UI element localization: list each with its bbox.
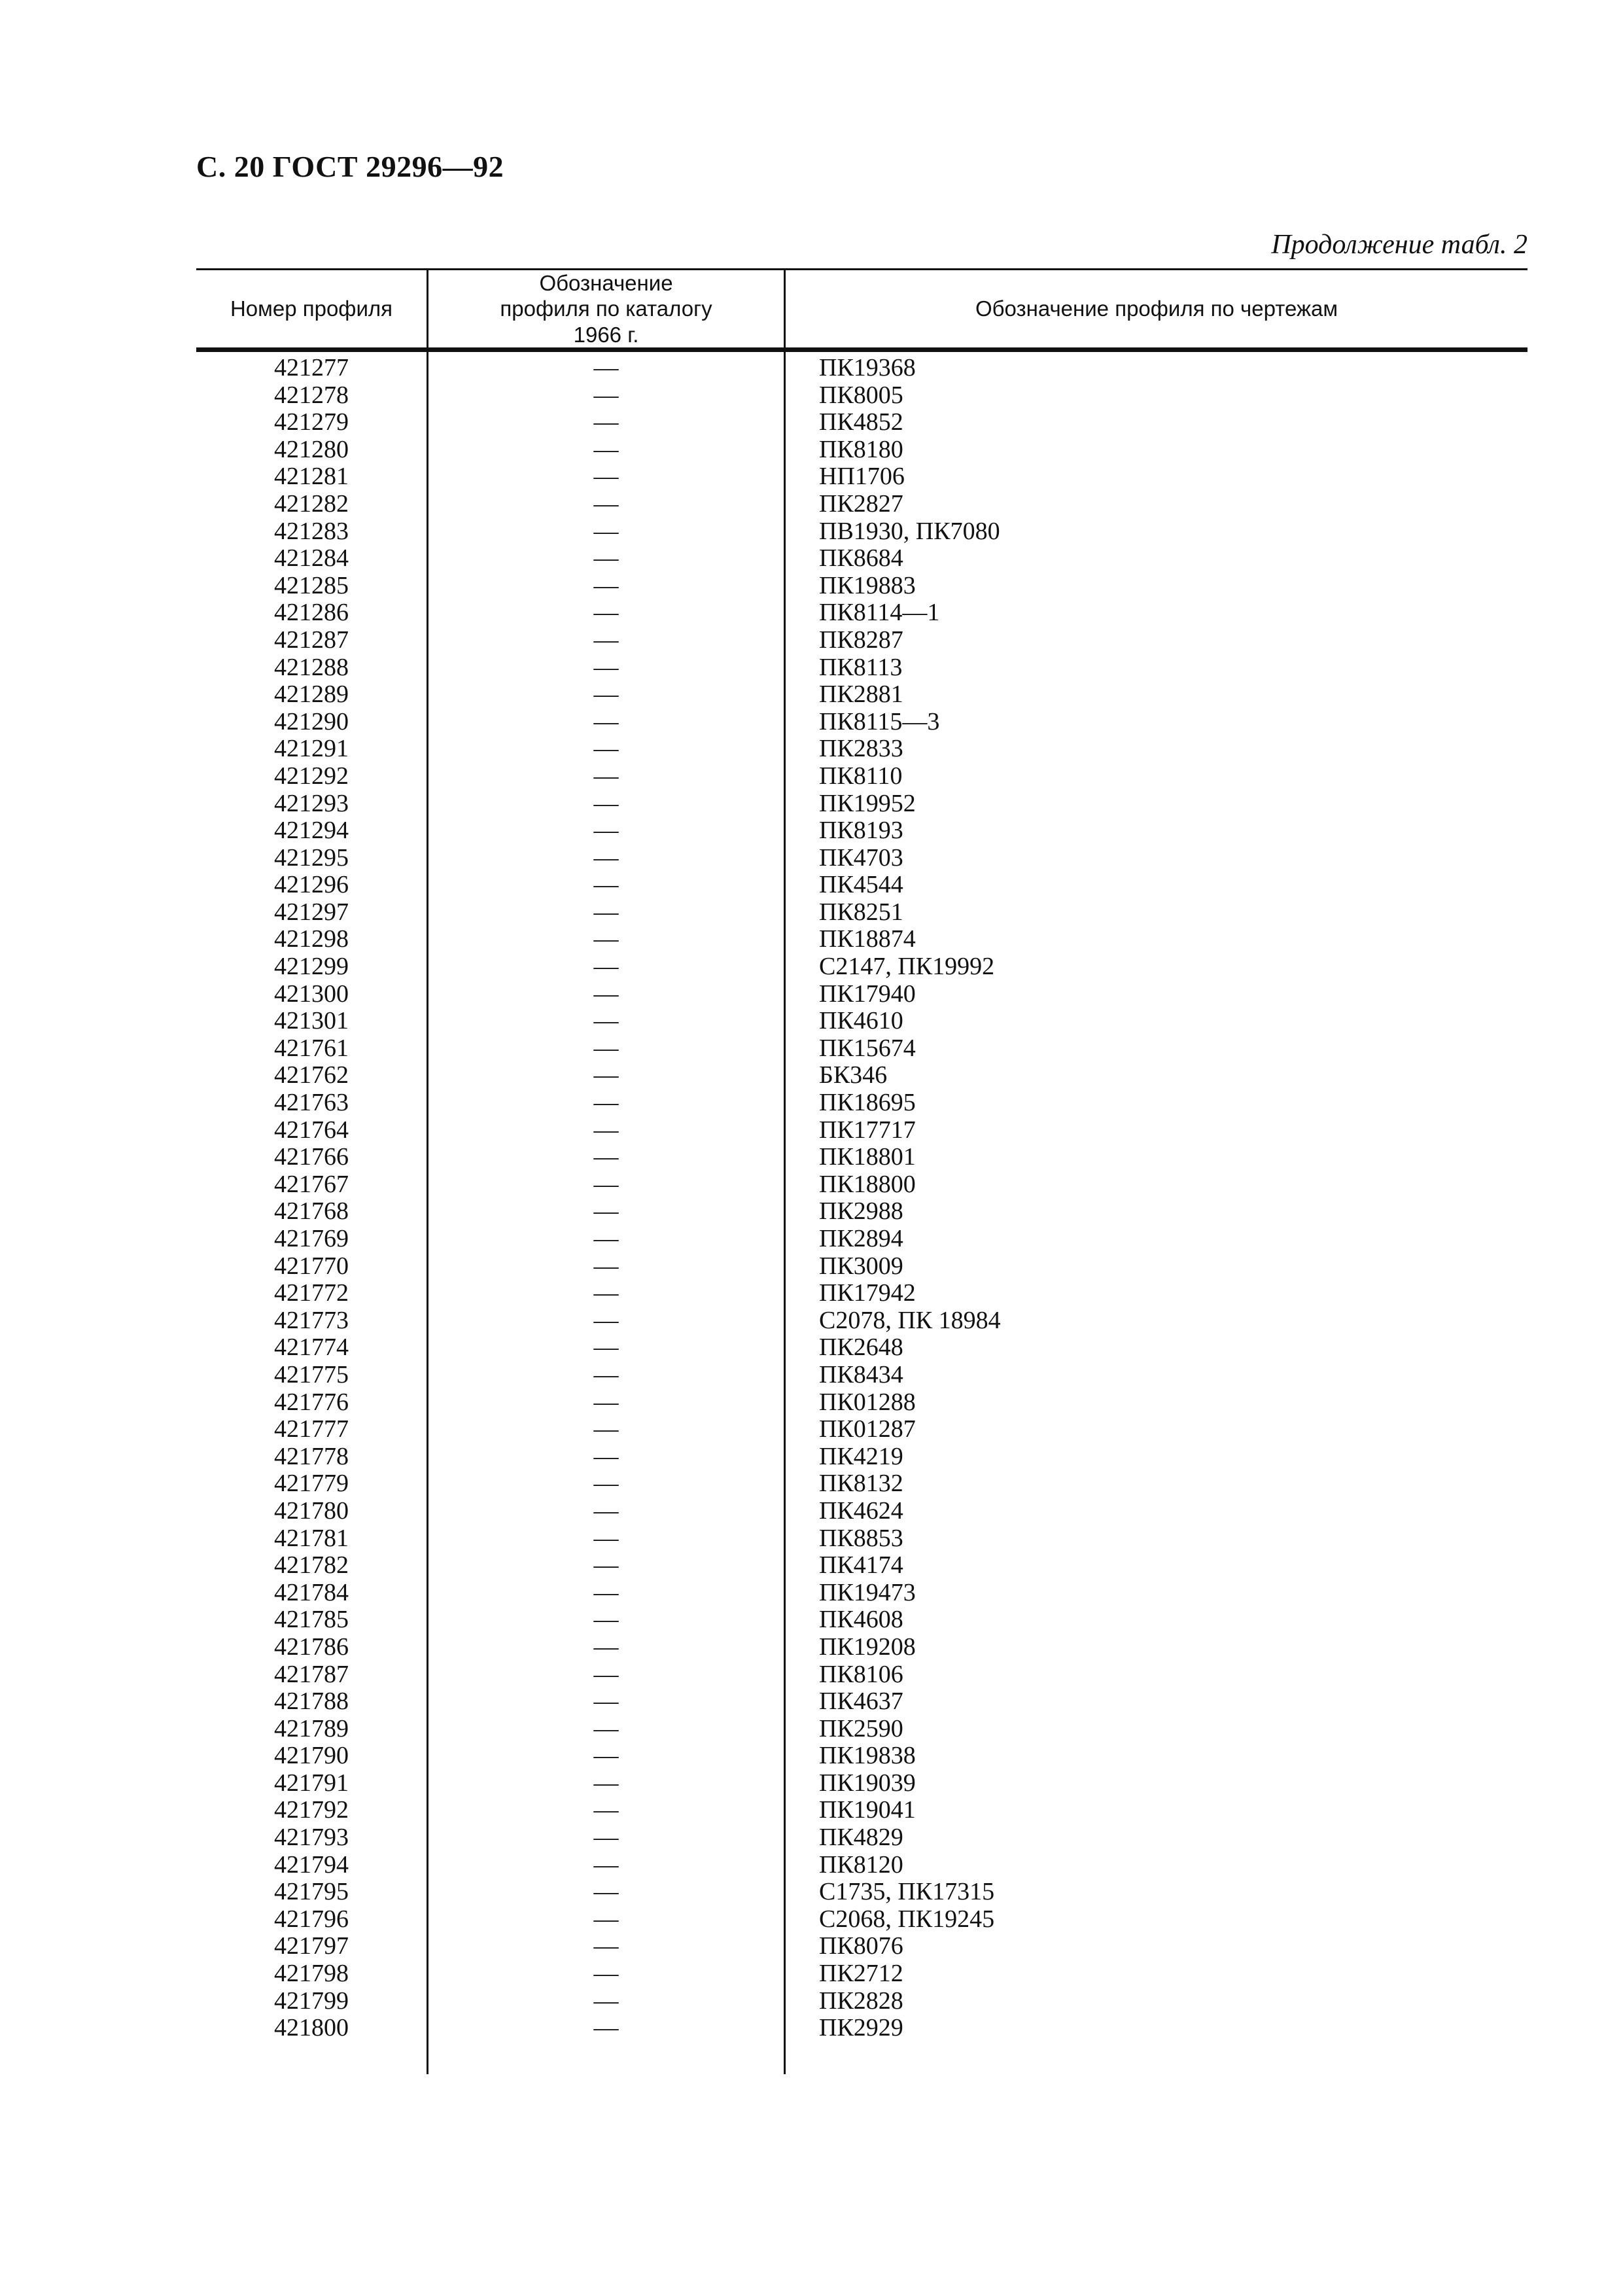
drawing-designation-cell: ПК17942 bbox=[819, 1279, 916, 1307]
table-row bbox=[196, 1117, 1527, 1144]
drawing-designation-cell: ПК2894 bbox=[819, 1225, 903, 1252]
profile-number-cell: 421781 bbox=[274, 1524, 349, 1552]
catalog-1966-cell: — bbox=[593, 1252, 619, 1280]
table-row bbox=[196, 1634, 1527, 1661]
table-row bbox=[196, 599, 1527, 627]
catalog-1966-cell: — bbox=[593, 1470, 619, 1498]
profile-number-cell: 421788 bbox=[274, 1687, 349, 1716]
catalog-1966-cell: — bbox=[593, 599, 619, 627]
drawing-designation-cell: ПК2929 bbox=[819, 2014, 903, 2042]
table-row bbox=[196, 1824, 1527, 1852]
column-header-catalog-1966-text: Обозначение профиля по каталогу 1966 г. bbox=[500, 270, 712, 347]
table-row bbox=[196, 1198, 1527, 1226]
drawing-designation-cell: ПК4624 bbox=[819, 1496, 903, 1525]
catalog-1966-cell: — bbox=[593, 2014, 619, 2042]
profile-number-cell: 421299 bbox=[274, 953, 349, 981]
profile-number-cell: 421766 bbox=[274, 1143, 349, 1171]
table-body bbox=[196, 355, 1527, 2042]
table-row bbox=[196, 763, 1527, 790]
table-row bbox=[196, 1661, 1527, 1689]
drawing-designation-cell: С1735, ПК17315 bbox=[819, 1878, 995, 1906]
drawing-designation-cell: ПК3009 bbox=[819, 1252, 903, 1280]
drawing-designation-cell: ПК2827 bbox=[819, 489, 903, 518]
drawing-designation-cell: ПК8853 bbox=[819, 1524, 903, 1552]
profile-number-cell: 421793 bbox=[274, 1824, 349, 1852]
drawing-designation-cell: БК346 bbox=[819, 1061, 888, 1089]
drawing-designation-cell: ПК4174 bbox=[819, 1551, 903, 1580]
catalog-1966-cell: — bbox=[593, 1034, 619, 1062]
profile-number-cell: 421278 bbox=[274, 381, 349, 409]
drawing-designation-cell: ПК8076 bbox=[819, 1932, 903, 1960]
catalog-1966-cell: — bbox=[593, 1306, 619, 1334]
table-row bbox=[196, 1171, 1527, 1199]
table-row bbox=[196, 681, 1527, 709]
catalog-1966-cell: — bbox=[593, 408, 619, 436]
drawing-designation-cell: ПК4637 bbox=[819, 1687, 903, 1716]
drawing-designation-cell: ПК8114—1 bbox=[819, 599, 940, 627]
profile-number-cell: 421776 bbox=[274, 1388, 349, 1416]
catalog-1966-cell: — bbox=[593, 544, 619, 573]
profile-number-cell: 421285 bbox=[274, 571, 349, 599]
table-row bbox=[196, 1253, 1527, 1280]
catalog-1966-cell: — bbox=[593, 517, 619, 545]
profile-number-cell: 421786 bbox=[274, 1633, 349, 1661]
table-row bbox=[196, 1362, 1527, 1389]
table-row bbox=[196, 518, 1527, 546]
catalog-1966-cell: — bbox=[593, 1388, 619, 1416]
drawing-designation-cell: ПК18801 bbox=[819, 1143, 916, 1171]
profile-number-cell: 421791 bbox=[274, 1769, 349, 1797]
table-row bbox=[196, 953, 1527, 981]
table-row bbox=[196, 1933, 1527, 1960]
table-row bbox=[196, 1089, 1527, 1117]
drawing-designation-cell: ПВ1930, ПК7080 bbox=[819, 517, 1000, 545]
table-row bbox=[196, 735, 1527, 763]
catalog-1966-cell: — bbox=[593, 1496, 619, 1525]
table-row bbox=[196, 1062, 1527, 1089]
catalog-1966-cell: — bbox=[593, 1360, 619, 1388]
drawing-designation-cell: НП1706 bbox=[819, 463, 905, 491]
drawing-designation-cell: ПК8251 bbox=[819, 898, 903, 926]
catalog-1966-cell: — bbox=[593, 1170, 619, 1198]
drawing-designation-cell: ПК19883 bbox=[819, 571, 916, 599]
table-row bbox=[196, 1144, 1527, 1171]
profile-number-cell: 421301 bbox=[274, 1007, 349, 1035]
table-row bbox=[196, 1416, 1527, 1443]
catalog-1966-cell: — bbox=[593, 1116, 619, 1144]
profile-number-cell: 421772 bbox=[274, 1279, 349, 1307]
table-row bbox=[196, 790, 1527, 818]
profile-number-cell: 421778 bbox=[274, 1442, 349, 1470]
table-row bbox=[196, 1525, 1527, 1553]
profile-number-cell: 421768 bbox=[274, 1197, 349, 1226]
catalog-1966-cell: — bbox=[593, 1932, 619, 1960]
catalog-1966-cell: — bbox=[593, 1225, 619, 1252]
catalog-1966-cell: — bbox=[593, 1089, 619, 1117]
catalog-1966-cell: — bbox=[593, 435, 619, 463]
catalog-1966-cell: — bbox=[593, 843, 619, 872]
drawing-designation-cell: ПК2828 bbox=[819, 1987, 903, 2015]
table-row bbox=[196, 654, 1527, 682]
drawing-designation-cell: ПК4219 bbox=[819, 1442, 903, 1470]
drawing-designation-cell: ПК19368 bbox=[819, 354, 916, 381]
catalog-1966-cell: — bbox=[593, 817, 619, 845]
column-header-catalog-1966 bbox=[428, 270, 784, 347]
table-row bbox=[196, 1906, 1527, 1934]
profile-number-cell: 421777 bbox=[274, 1415, 349, 1443]
profile-number-cell: 421785 bbox=[274, 1606, 349, 1634]
drawing-designation-cell: ПК4610 bbox=[819, 1007, 903, 1035]
table-row bbox=[196, 573, 1527, 600]
table-row bbox=[196, 627, 1527, 654]
catalog-1966-cell: — bbox=[593, 1960, 619, 1988]
catalog-1966-cell: — bbox=[593, 1687, 619, 1716]
table-row bbox=[196, 1797, 1527, 1824]
table-row bbox=[196, 1716, 1527, 1743]
table-row bbox=[196, 491, 1527, 518]
profile-number-cell: 421279 bbox=[274, 408, 349, 436]
catalog-1966-cell: — bbox=[593, 653, 619, 681]
profile-number-cell: 421779 bbox=[274, 1470, 349, 1498]
table-row bbox=[196, 1498, 1527, 1525]
catalog-1966-cell: — bbox=[593, 1279, 619, 1307]
profile-number-cell: 421296 bbox=[274, 871, 349, 899]
table-row bbox=[196, 1960, 1527, 1988]
profile-number-cell: 421795 bbox=[274, 1878, 349, 1906]
catalog-1966-cell: — bbox=[593, 626, 619, 654]
drawing-designation-cell: ПК18695 bbox=[819, 1089, 916, 1117]
catalog-1966-cell: — bbox=[593, 735, 619, 763]
catalog-1966-cell: — bbox=[593, 1987, 619, 2015]
catalog-1966-cell: — bbox=[593, 898, 619, 926]
profile-number-cell: 421763 bbox=[274, 1089, 349, 1117]
profile-number-cell: 421767 bbox=[274, 1170, 349, 1198]
drawing-designation-cell: ПК19473 bbox=[819, 1578, 916, 1606]
catalog-1966-cell: — bbox=[593, 1633, 619, 1661]
catalog-1966-cell: — bbox=[593, 1606, 619, 1634]
table-continuation-label: Продолжение табл. 2 bbox=[1271, 230, 1527, 260]
profile-number-cell: 421286 bbox=[274, 599, 349, 627]
catalog-1966-cell: — bbox=[593, 463, 619, 491]
table-row bbox=[196, 926, 1527, 953]
profile-number-cell: 421295 bbox=[274, 843, 349, 872]
table-row bbox=[196, 1552, 1527, 1580]
profile-number-cell: 421281 bbox=[274, 463, 349, 491]
drawing-designation-cell: С2078, ПК 18984 bbox=[819, 1306, 1001, 1334]
catalog-1966-cell: — bbox=[593, 925, 619, 953]
profile-number-cell: 421287 bbox=[274, 626, 349, 654]
profile-number-cell: 421288 bbox=[274, 653, 349, 681]
table-row bbox=[196, 981, 1527, 1008]
table-row bbox=[196, 463, 1527, 491]
catalog-1966-cell: — bbox=[593, 1796, 619, 1824]
profile-number-cell: 421282 bbox=[274, 489, 349, 518]
table-row bbox=[196, 1389, 1527, 1417]
drawing-designation-cell: ПК8110 bbox=[819, 762, 903, 790]
catalog-1966-cell: — bbox=[593, 762, 619, 790]
catalog-1966-cell: — bbox=[593, 1415, 619, 1443]
drawing-designation-cell: ПК18874 bbox=[819, 925, 916, 953]
profile-number-cell: 421290 bbox=[274, 707, 349, 735]
catalog-1966-cell: — bbox=[593, 680, 619, 709]
drawing-designation-cell: ПК8106 bbox=[819, 1660, 903, 1688]
drawing-designation-cell: ПК01287 bbox=[819, 1415, 916, 1443]
table-row bbox=[196, 1879, 1527, 1906]
catalog-1966-cell: — bbox=[593, 871, 619, 899]
drawing-designation-cell: ПК19952 bbox=[819, 789, 916, 817]
drawing-designation-cell: ПК2648 bbox=[819, 1333, 903, 1362]
profile-number-cell: 421300 bbox=[274, 980, 349, 1008]
drawing-designation-cell: ПК01288 bbox=[819, 1388, 916, 1416]
catalog-1966-cell: — bbox=[593, 1442, 619, 1470]
table-header-rule bbox=[196, 347, 1527, 352]
profile-number-cell: 421797 bbox=[274, 1932, 349, 1960]
page-header: С. 20 ГОСТ 29296—92 bbox=[196, 150, 504, 183]
profile-number-cell: 421291 bbox=[274, 735, 349, 763]
table-row bbox=[196, 1008, 1527, 1035]
catalog-1966-cell: — bbox=[593, 1061, 619, 1089]
catalog-1966-cell: — bbox=[593, 1714, 619, 1742]
drawing-designation-cell: ПК8120 bbox=[819, 1850, 903, 1879]
drawing-designation-cell: С2147, ПК19992 bbox=[819, 953, 995, 981]
table-row bbox=[196, 1742, 1527, 1770]
catalog-1966-cell: — bbox=[593, 1769, 619, 1797]
catalog-1966-cell: — bbox=[593, 1878, 619, 1906]
profile-number-cell: 421799 bbox=[274, 1987, 349, 2015]
drawing-designation-cell: С2068, ПК19245 bbox=[819, 1905, 995, 1933]
profile-number-cell: 421796 bbox=[274, 1905, 349, 1933]
table-row bbox=[196, 1334, 1527, 1362]
catalog-1966-cell: — bbox=[593, 707, 619, 735]
table-row bbox=[196, 1280, 1527, 1307]
catalog-1966-cell: — bbox=[593, 953, 619, 981]
profile-number-cell: 421792 bbox=[274, 1796, 349, 1824]
profile-number-cell: 421775 bbox=[274, 1360, 349, 1388]
column-header-drawing-designation: Обозначение профиля по чертежам bbox=[975, 296, 1338, 321]
profile-number-cell: 421773 bbox=[274, 1306, 349, 1334]
table-row bbox=[196, 709, 1527, 736]
table-row bbox=[196, 1688, 1527, 1716]
profile-number-cell: 421277 bbox=[274, 354, 349, 381]
profile-number-cell: 421294 bbox=[274, 817, 349, 845]
catalog-1966-cell: — bbox=[593, 1007, 619, 1035]
profile-number-cell: 421289 bbox=[274, 680, 349, 709]
profile-number-cell: 421787 bbox=[274, 1660, 349, 1688]
catalog-1966-cell: — bbox=[593, 1197, 619, 1226]
profile-number-cell: 421782 bbox=[274, 1551, 349, 1580]
table-row bbox=[196, 845, 1527, 872]
table-row bbox=[196, 1035, 1527, 1063]
profile-number-cell: 421798 bbox=[274, 1960, 349, 1988]
table-row bbox=[196, 1580, 1527, 1607]
catalog-1966-cell: — bbox=[593, 1824, 619, 1852]
table-row bbox=[196, 1443, 1527, 1471]
drawing-designation-cell: ПК2590 bbox=[819, 1714, 903, 1742]
column-header-profile-number: Номер профиля bbox=[230, 296, 393, 321]
profile-number-cell: 421761 bbox=[274, 1034, 349, 1062]
table-row bbox=[196, 1307, 1527, 1335]
drawing-designation-cell: ПК8005 bbox=[819, 381, 903, 409]
profile-number-cell: 421790 bbox=[274, 1742, 349, 1770]
drawing-designation-cell: ПК2712 bbox=[819, 1960, 903, 1988]
table-row bbox=[196, 382, 1527, 410]
catalog-1966-cell: — bbox=[593, 354, 619, 381]
drawing-designation-cell: ПК19039 bbox=[819, 1769, 916, 1797]
catalog-1966-cell: — bbox=[593, 789, 619, 817]
drawing-designation-cell: ПК8113 bbox=[819, 653, 903, 681]
catalog-1966-cell: — bbox=[593, 1143, 619, 1171]
drawing-designation-cell: ПК4608 bbox=[819, 1606, 903, 1634]
profile-number-cell: 421794 bbox=[274, 1850, 349, 1879]
drawing-designation-cell: ПК4544 bbox=[819, 871, 903, 899]
table-row bbox=[196, 872, 1527, 899]
profile-number-cell: 421298 bbox=[274, 925, 349, 953]
table-row bbox=[196, 899, 1527, 927]
catalog-1966-cell: — bbox=[593, 980, 619, 1008]
drawing-designation-cell: ПК2881 bbox=[819, 680, 903, 709]
table-row bbox=[196, 1226, 1527, 1253]
catalog-1966-cell: — bbox=[593, 1578, 619, 1606]
profile-number-cell: 421764 bbox=[274, 1116, 349, 1144]
drawing-designation-cell: ПК2833 bbox=[819, 735, 903, 763]
drawing-designation-cell: ПК2988 bbox=[819, 1197, 903, 1226]
catalog-1966-cell: — bbox=[593, 1524, 619, 1552]
drawing-designation-cell: ПК8684 bbox=[819, 544, 903, 573]
profile-number-cell: 421762 bbox=[274, 1061, 349, 1089]
drawing-designation-cell: ПК8287 bbox=[819, 626, 903, 654]
catalog-1966-cell: — bbox=[593, 571, 619, 599]
drawing-designation-cell: ПК17717 bbox=[819, 1116, 916, 1144]
profile-number-cell: 421769 bbox=[274, 1225, 349, 1252]
drawing-designation-cell: ПК19838 bbox=[819, 1742, 916, 1770]
profile-number-cell: 421293 bbox=[274, 789, 349, 817]
drawing-designation-cell: ПК4829 bbox=[819, 1824, 903, 1852]
table-row bbox=[196, 545, 1527, 573]
catalog-1966-cell: — bbox=[593, 1742, 619, 1770]
table-row bbox=[196, 1606, 1527, 1634]
drawing-designation-cell: ПК19208 bbox=[819, 1633, 916, 1661]
drawing-designation-cell: ПК8193 bbox=[819, 817, 903, 845]
table-row bbox=[196, 1988, 1527, 2015]
table-row bbox=[196, 355, 1527, 382]
catalog-1966-cell: — bbox=[593, 1551, 619, 1580]
profile-number-cell: 421292 bbox=[274, 762, 349, 790]
drawing-designation-cell: ПК15674 bbox=[819, 1034, 916, 1062]
catalog-1966-cell: — bbox=[593, 1850, 619, 1879]
catalog-1966-cell: — bbox=[593, 1333, 619, 1362]
catalog-1966-cell: — bbox=[593, 381, 619, 409]
catalog-1966-cell: — bbox=[593, 1660, 619, 1688]
profile-number-cell: 421283 bbox=[274, 517, 349, 545]
table-row bbox=[196, 1770, 1527, 1797]
catalog-1966-cell: — bbox=[593, 489, 619, 518]
table-row bbox=[196, 409, 1527, 436]
profile-number-cell: 421780 bbox=[274, 1496, 349, 1525]
profile-number-cell: 421297 bbox=[274, 898, 349, 926]
table-row bbox=[196, 436, 1527, 464]
table-row bbox=[196, 817, 1527, 845]
drawing-designation-cell: ПК8180 bbox=[819, 435, 903, 463]
drawing-designation-cell: ПК17940 bbox=[819, 980, 916, 1008]
profile-number-cell: 421770 bbox=[274, 1252, 349, 1280]
drawing-designation-cell: ПК18800 bbox=[819, 1170, 916, 1198]
drawing-designation-cell: ПК19041 bbox=[819, 1796, 916, 1824]
table-row bbox=[196, 1470, 1527, 1498]
profile-number-cell: 421784 bbox=[274, 1578, 349, 1606]
profile-number-cell: 421774 bbox=[274, 1333, 349, 1362]
catalog-1966-cell: — bbox=[593, 1905, 619, 1933]
drawing-designation-cell: ПК4703 bbox=[819, 843, 903, 872]
drawing-designation-cell: ПК4852 bbox=[819, 408, 903, 436]
profile-number-cell: 421800 bbox=[274, 2014, 349, 2042]
table-row bbox=[196, 2015, 1527, 2042]
table-row bbox=[196, 1852, 1527, 1879]
profile-number-cell: 421789 bbox=[274, 1714, 349, 1742]
drawing-designation-cell: ПК8434 bbox=[819, 1360, 903, 1388]
drawing-designation-cell: ПК8115—3 bbox=[819, 707, 940, 735]
drawing-designation-cell: ПК8132 bbox=[819, 1470, 903, 1498]
profile-number-cell: 421280 bbox=[274, 435, 349, 463]
profile-number-cell: 421284 bbox=[274, 544, 349, 573]
